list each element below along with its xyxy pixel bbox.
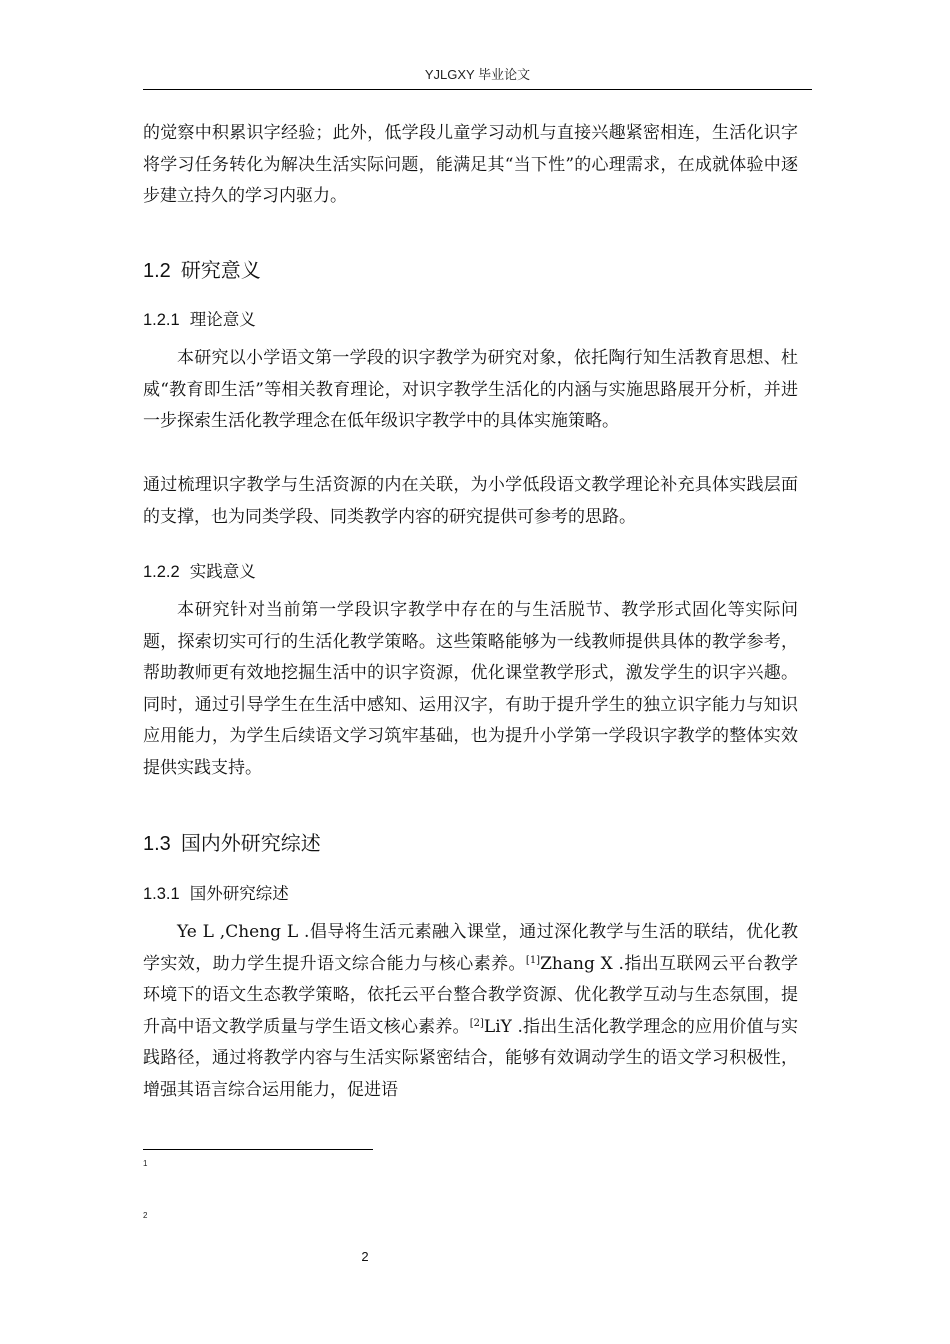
section-heading-1-3 [143, 827, 321, 856]
header-rule [143, 89, 812, 90]
paragraph-continuation: 的觉察中积累识字经验；此外，低学段儿童学习动机与直接兴趣紧密相连，生活化识字将学习任务转化为解决生活实际问题，能满足其“当下性”的心理需求，在成就体验中逐步建立持久的学习内驱力。 [143, 123, 798, 207]
section-title: 国内外研究综述 [180, 831, 321, 855]
footnote-2: 2 [143, 1211, 148, 1220]
subsection-heading-1-2-1 [143, 306, 256, 330]
citation-ref-1[interactable]: [1] [525, 954, 541, 966]
subsection-number: 1.2.2 [143, 563, 180, 581]
page-number: 2 [361, 1249, 369, 1264]
footnote-1: 1 [143, 1159, 148, 1168]
paragraph-practice: 本研究针对当前第一学段识字教学中存在的与生活脱节、教学形式固化等实际问题，探索切实可行的生活化教学策略。这些策略能够为一线教师提供具体的教学参考，帮助教师更有效地挖掘生活中的识字资源，优化课堂教学形式，激发学生的识字兴趣。同时，通过引导学生在生活中感知、运用汉字，有助于提升学生的独立识字能力与知识应用能力，为学生后续语文学习筑牢基础，也为提升小学第一学段识字教学的整体实效提供实践支持。 [143, 600, 798, 778]
subsection-number: 1.3.1 [143, 885, 180, 903]
subsection-title: 实践意义 [189, 562, 256, 581]
section-number: 1.3 [143, 833, 171, 855]
subsection-heading-1-2-2 [143, 558, 256, 582]
section-heading-1-2 [143, 254, 261, 283]
section-title: 研究意义 [180, 258, 261, 282]
review-text-a: Ye L ,Cheng L .倡导将生活元素融入课堂，通过深化教学与生活的联结，优化教学实效，助力学生提升语文综合能力与核心素养。 [143, 922, 798, 974]
footnote-separator [143, 1149, 373, 1150]
citation-ref-2[interactable]: [2] [469, 1017, 484, 1029]
paragraph-foreign-review [143, 917, 798, 1107]
review-text-b: Zhang X .指出互联网云平台教学环境下的语文生态教学策略，依托云平台整合教学资源、优化教学互动与生态氛围，提升高中语文教学质量与学生语文核心素养。 [143, 953, 798, 1037]
subsection-number: 1.2.1 [143, 311, 180, 329]
paragraph-theory-2: 通过梳理识字教学与生活资源的内在关联，为小学低段语文教学理论补充具体实践层面的支撑，也为同类学段、同类教学内容的研究提供可参考的思路。 [143, 475, 798, 527]
paragraph-theory: 本研究以小学语文第一学段的识字教学为研究对象，依托陶行知生活教育思想、杜威“教育即生活”等相关教育理论，对识字教学生活化的内涵与实施思路展开分析，并进一步探索生活化教学理念在低年级识字教学中的具体实施策略。 [143, 348, 798, 432]
subsection-title: 理论意义 [189, 310, 256, 329]
page-header: YJLGXY 毕业论文 [424, 67, 531, 82]
review-text-c: LiY .指出生活化教学理念的应用价值与实践路径，通过将教学内容与生活实际紧密结合，能够有效调动学生的语文学习积极性，增强其语言综合运用能力，促进语 [143, 1016, 798, 1100]
section-number: 1.2 [143, 260, 171, 282]
subsection-heading-1-3-1 [143, 880, 289, 904]
subsection-title: 国外研究综述 [189, 884, 289, 903]
